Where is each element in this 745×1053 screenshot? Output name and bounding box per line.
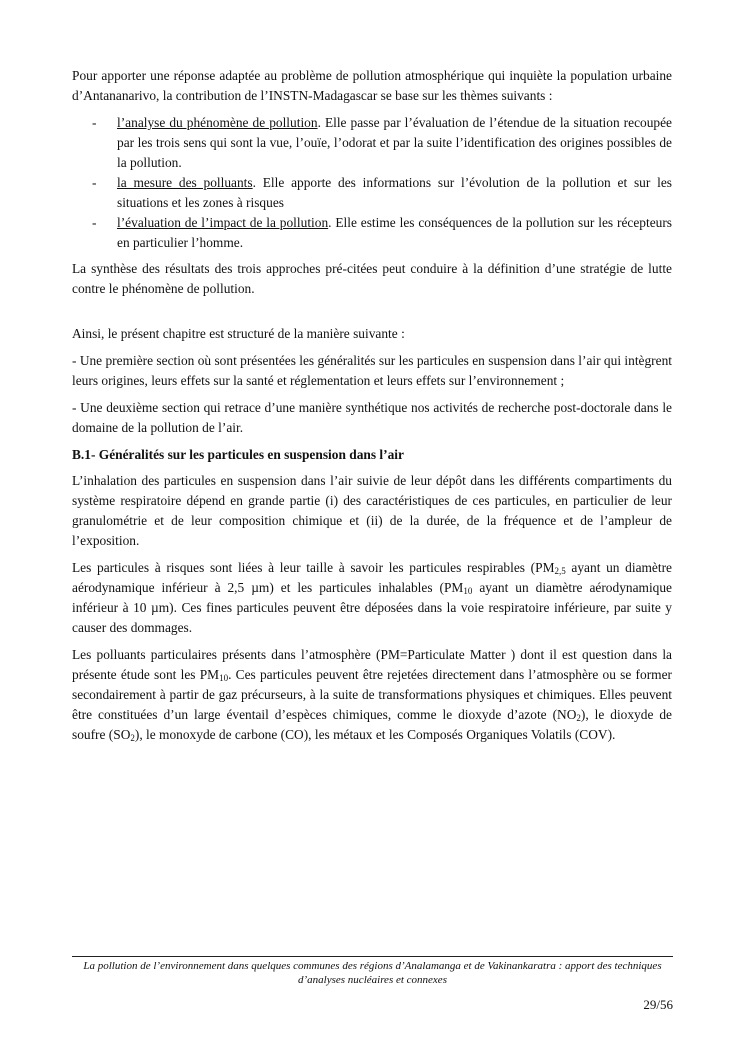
inhalation-paragraph: L’inhalation des particules en suspension dans l’air suivie de leur dépôt dans les différents compartiments du système respiratoire dépend en grande partie (i) des caractéristiques de ces particules, en particulier de leur granulométrie et de leur composition chimique et (ii) de la durée, de la fréquence et de l’ampleur de l’exposition.	[72, 473, 672, 548]
document-body	[72, 66, 672, 752]
particle-size-paragraph: Les particules à risques sont liées à leur taille à savoir les particules respirables ($PM_{2,5}$ ayant un diamètre aérodynamique inférieur à 2,5 µm) et les particules inhalables ($PM_{10}$ ayant un diamètre aérodynamique inférieur à 10 µm). Ces fines particules peuvent être déposées dans la voie respiratoire inférieure, par suite y causer des dommages.	[72, 560, 672, 635]
structure-second-section: - Une deuxième section qui retrace d’une manière synthétique nos activités de recherche post-doctorale dans le domaine de la pollution de l’air.	[72, 400, 672, 435]
theme-title: l’évaluation de l’impact de la pollution	[117, 215, 329, 230]
list-dash: -	[92, 215, 97, 230]
section-heading: B.1- Généralités sur les particules en suspension dans l’air	[72, 447, 404, 462]
list-dash: -	[92, 115, 97, 130]
synthesis-paragraph: La synthèse des résultats des trois approches pré-citées peut conduire à la définition d’une stratégie de lutte contre le phénomène de pollution.	[72, 261, 672, 296]
theme-text: . Elle apporte des informations sur l’évolution de la pollution et sur les situations et les zones à risques	[117, 175, 672, 210]
list-item	[72, 113, 672, 173]
structure-first-section: - Une première section où sont présentées les généralités sur les particules en suspension dans l’air qui intègrent leurs origines, leurs effets sur la santé et réglementation et leurs effets sur l’environnement ;	[72, 353, 672, 388]
theme-title: la mesure des polluants	[117, 175, 253, 190]
page-footer: La pollution de l’environnement dans quelques communes des régions d’Analamanga et de Vakinankaratra : apport des techniques d’analyses nucléaires et connexes	[83, 960, 662, 986]
pollutants-paragraph: Les polluants particulaires présents dans l’atmosphère (PM=Particulate Matter ) dont il est question dans la présente étude sont les $PM_{10}$. Ces particules peuvent être rejetées directement dans l’atmosphère ou se former secondairement à partir de gaz précurseurs, à la suite de transformations physiques et chimiques. Elles peuvent être constituées d’un large éventail d’espèces chimiques, comme le dioxyde d’azote $(NO_2)$, le dioxyde de soufre $(SO_2)$, le monoxyde de carbone (CO), les métaux et les Composés Organiques Volatils (COV).	[72, 647, 672, 743]
footer-divider	[72, 956, 673, 957]
list-item	[72, 173, 672, 213]
themes-list	[72, 113, 672, 253]
theme-title: l’analyse du phénomène de pollution	[117, 115, 318, 130]
list-dash: -	[92, 175, 97, 190]
list-item	[72, 213, 672, 253]
structure-intro: Ainsi, le présent chapitre est structuré de la manière suivante :	[72, 326, 405, 341]
intro-paragraph: Pour apporter une réponse adaptée au problème de pollution atmosphérique qui inquiète la population urbaine d’Antananarivo, la contribution de l’INSTN-Madagascar se base sur les thèmes suivants :	[72, 68, 672, 103]
spacer	[72, 306, 672, 324]
page-number: 29/56	[643, 997, 673, 1012]
theme-text: . Elle passe par l’évaluation de l’étendue de la situation recoupée par les trois sens qui sont la vue, l’ouïe, l’odorat et par la suite l’identification des origines possibles de la pollution.	[117, 115, 672, 170]
theme-text: . Elle estime les conséquences de la pollution sur les récepteurs en particulier l’homme.	[117, 215, 672, 250]
